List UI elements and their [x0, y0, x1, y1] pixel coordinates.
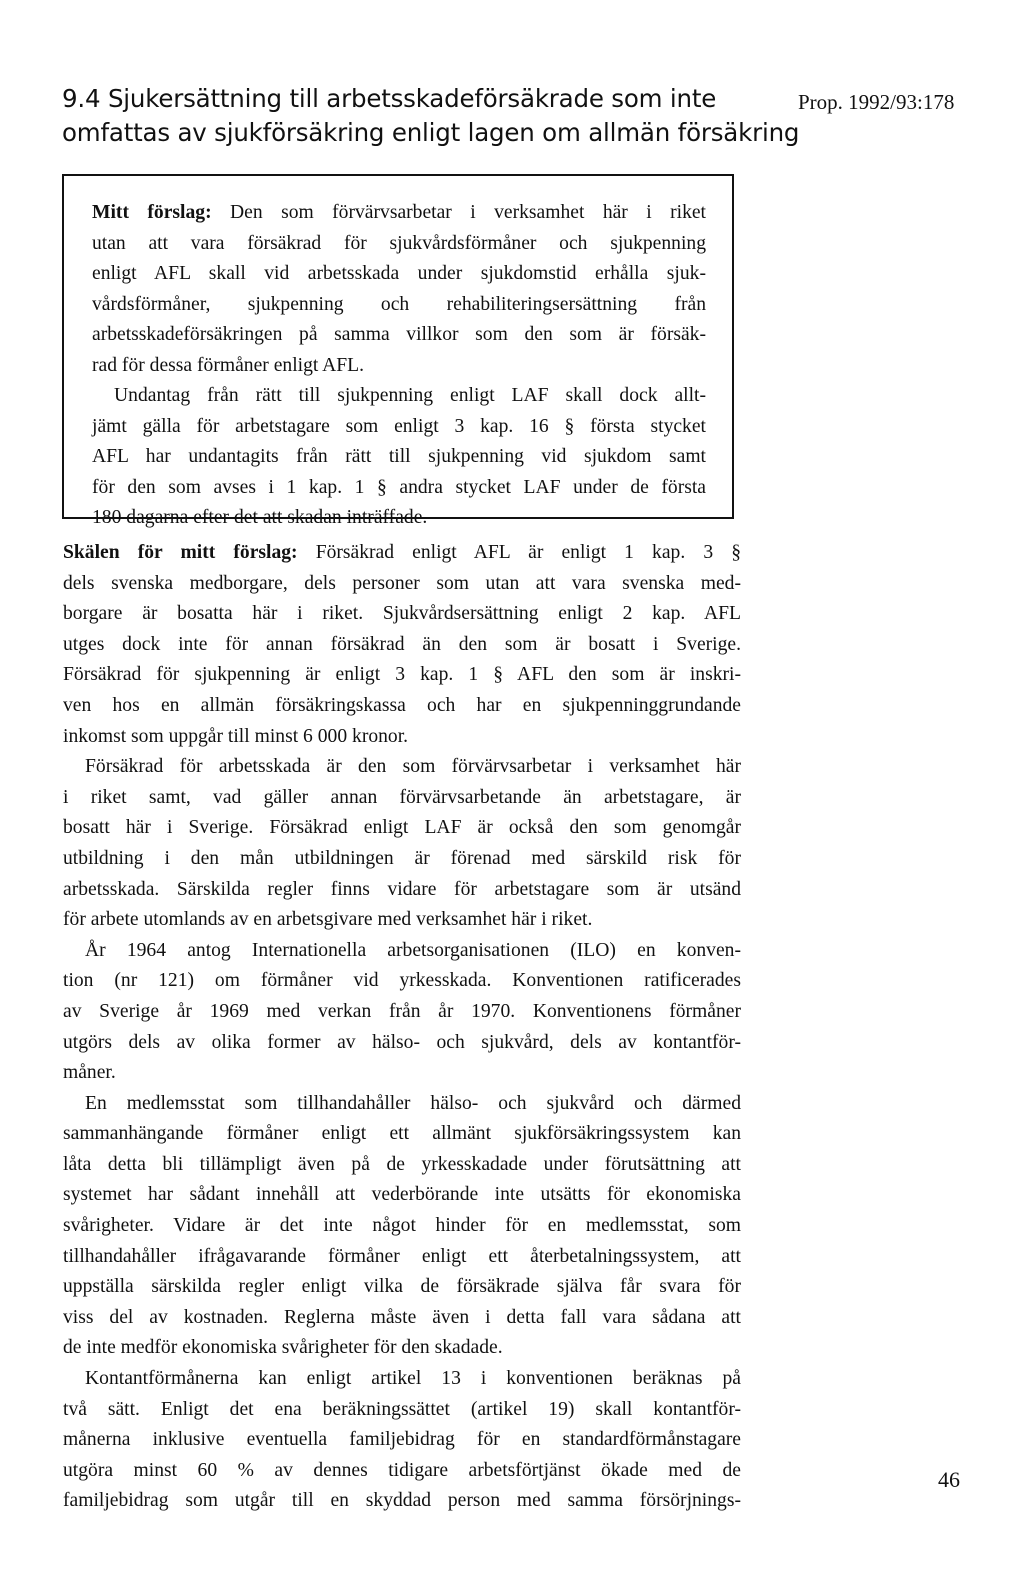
paragraph-line: systemet har sådant innehåll att vederbörande inte utsätts för ekonomiska	[63, 1184, 741, 1206]
paragraph-line: tillhandahåller ifrågavarande förmåner enligt ett återbetalningssystem, att	[63, 1245, 741, 1267]
paragraph-line: ven hos en allmän försäkringskassa och har en sjukpenninggrundande	[63, 694, 741, 716]
section-heading-line-1: 9.4 Sjukersättning till arbetsskadeförsäkrade som inte	[62, 84, 717, 113]
page-number: 46	[938, 1467, 960, 1492]
paragraph-line: för arbete utomlands av en arbetsgivare med verksamhet här i riket.	[63, 909, 593, 931]
paragraph-line: Kontantförmånerna kan enligt artikel 13 i konventionen beräknas på	[85, 1368, 741, 1390]
paragraph-line: arbetsskada. Särskilda regler finns vidare för arbetstagare som är utsänd	[63, 878, 741, 900]
paragraph-line: En medlemsstat som tillhandahåller hälso- och sjukvård och därmed	[85, 1092, 741, 1114]
paragraph-line: svårigheter. Vidare är det inte något hinder för en medlemsstat, som	[63, 1215, 741, 1237]
paragraph-line: utges dock inte för annan försäkrad än den som är bosatt i Sverige.	[63, 633, 741, 655]
paragraph-line: borgare är bosatta här i riket. Sjukvårdsersättning enligt 2 kap. AFL	[63, 603, 741, 625]
proposal-line: AFL har undantagits från rätt till sjukpenning vid sjukdom samt	[92, 446, 706, 467]
proposal-line: för den som avses i 1 kap. 1 § andra stycket LAF under de första	[92, 476, 706, 498]
proposal-line: utan att vara försäkrad för sjukvårdsförmåner och sjukpenning	[92, 232, 706, 254]
paragraph-line: låta detta bli tillämpligt även på de yrkesskadade under förutsättning att	[63, 1153, 741, 1175]
proposal-line: 180 dagarna efter det att skadan inträffade.	[92, 507, 428, 528]
paragraph-line: Försäkrad för arbetsskada är den som förvärvsarbetar i verksamhet här	[85, 756, 741, 778]
proposal-line: arbetsskadeförsäkringen på samma villkor som den som är försäk-	[92, 324, 706, 345]
proposal-line: vårdsförmåner, sjukpenning och rehabiliteringsersättning från	[92, 293, 706, 315]
proposal-line: jämt gälla för arbetstagare som enligt 3 kap. 16 § första stycket	[92, 415, 706, 437]
paragraph-line: utgörs dels av olika former av hälso- och sjukvård, dels av kontantför-	[63, 1031, 741, 1053]
paragraph-line: tion (nr 121) om förmåner vid yrkesskada. Konventionen ratificerades	[63, 970, 741, 992]
proposal-line-text: Den som förvärvsarbetar i verksamhet här i riket	[230, 202, 707, 223]
paragraph-line: två sätt. Enligt det ena beräkningssättet (artikel 19) skall kontantför-	[63, 1398, 741, 1420]
paragraph-line: sammanhängande förmåner enligt ett allmänt sjukförsäkringssystem kan	[63, 1123, 741, 1145]
proposition-reference: Prop. 1992/93:178	[798, 90, 955, 114]
proposal-box	[62, 174, 734, 528]
paragraph-line: Försäkrad för sjukpenning är enligt 3 kap. 1 § AFL den som är inskri-	[63, 664, 741, 686]
paragraph-line: av Sverige år 1969 med verkan från år 1970. Konventionens förmåner	[63, 1000, 741, 1022]
reasons-label: Skälen för mitt förslag:	[63, 542, 298, 563]
paragraph-line: familjebidrag som utgår till en skyddad person med samma försörjnings-	[63, 1490, 741, 1512]
proposal-line: Undantag från rätt till sjukpenning enligt LAF skall dock allt-	[114, 385, 706, 406]
paragraph-line: inkomst som uppgår till minst 6 000 kronor.	[63, 725, 409, 747]
paragraph-line: bosatt här i Sverige. Försäkrad enligt LAF är också den som genomgår	[63, 817, 741, 839]
paragraph-line: måner.	[63, 1062, 116, 1084]
paragraph-line: dels svenska medborgare, dels personer som utan att vara svenska med-	[63, 572, 741, 594]
paragraph-line: År 1964 antog Internationella arbetsorganisationen (ILO) en konven-	[85, 939, 741, 961]
proposal-text	[92, 198, 706, 534]
paragraph-line: uppställa särskilda regler enligt vilka de försäkrade själva får svara för	[63, 1276, 741, 1298]
paragraph-line: månerna inklusive eventuella familjebidrag för en standardförmånstagare	[63, 1429, 741, 1451]
paragraph-line: de inte medför ekonomiska svårigheter för den skadade.	[63, 1337, 503, 1359]
paragraph-line: i riket samt, vad gäller annan förvärvsarbetande än arbetstagare, är	[63, 786, 741, 808]
proposal-line: rad för dessa förmåner enligt AFL.	[92, 354, 365, 376]
paragraph-line	[63, 538, 741, 569]
paragraph-line: viss del av kostnaden. Reglerna måste även i detta fall vara sådana att	[63, 1306, 741, 1328]
proposal-line: enligt AFL skall vid arbetsskada under sjukdomstid erhålla sjuk-	[92, 263, 706, 284]
proposal-line	[92, 198, 706, 229]
section-heading-line-2: omfattas av sjukförsäkring enligt lagen om allmän försäkring	[62, 118, 800, 147]
paragraph-line: utgöra minst 60 % av dennes tidigare arbetsförtjänst ökade med de	[63, 1459, 741, 1481]
section-heading	[62, 82, 800, 150]
proposal-label: Mitt förslag:	[92, 202, 212, 223]
paragraph-line: utbildning i den mån utbildningen är förenad med särskild risk för	[63, 847, 741, 869]
paragraph-line-text: Försäkrad enligt AFL är enligt 1 kap. 3 §	[315, 542, 742, 563]
body-text	[63, 538, 741, 1517]
